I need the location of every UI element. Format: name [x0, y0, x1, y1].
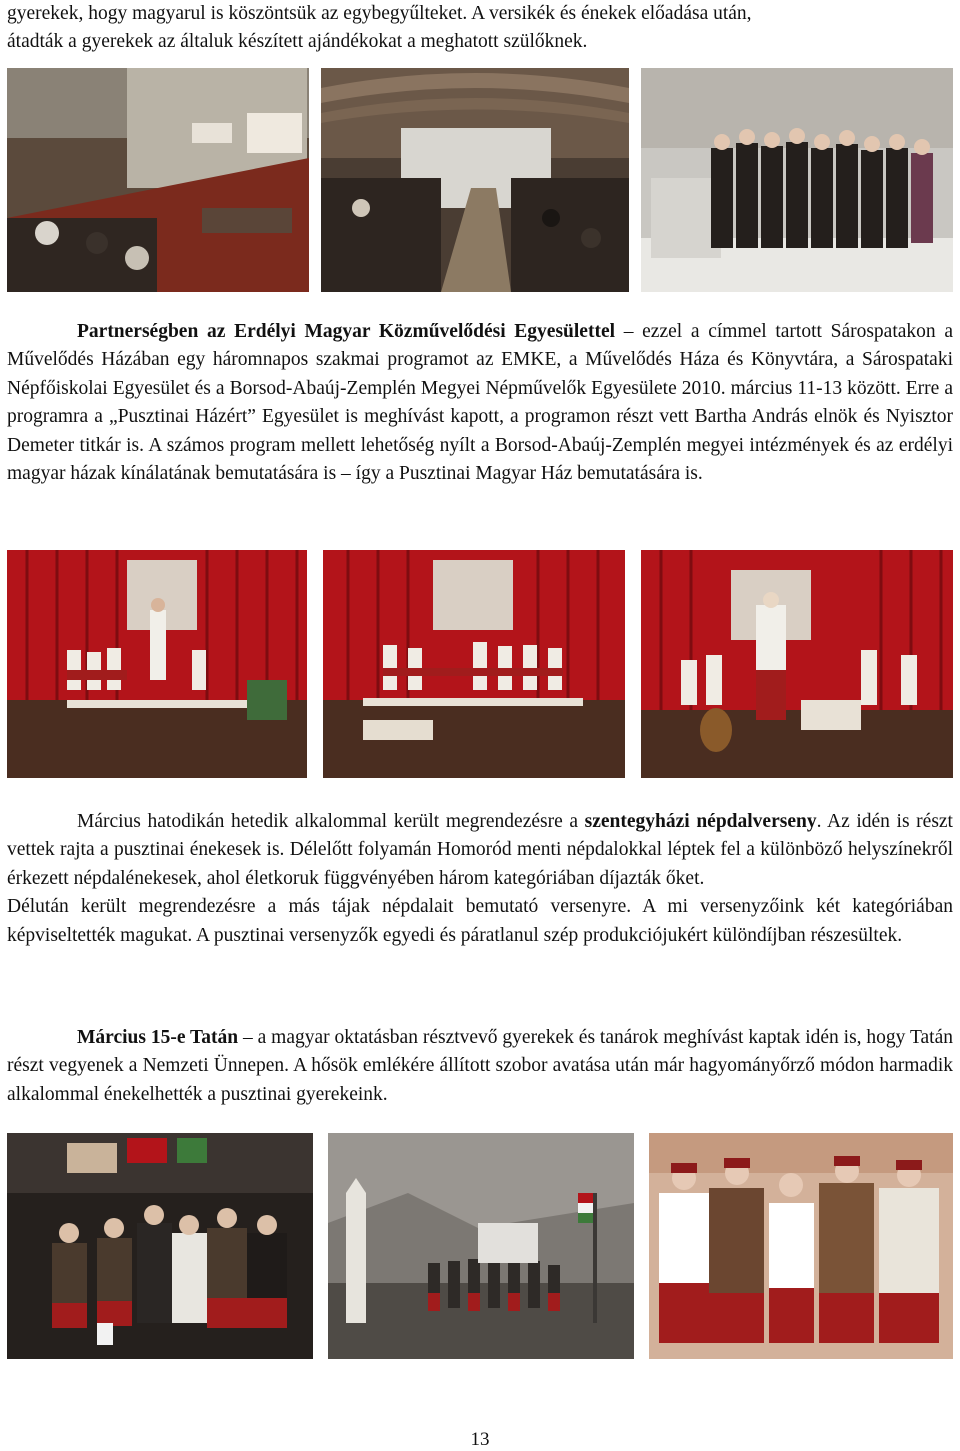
folk-song-paragraph [7, 808, 953, 950]
folk-song-text [7, 808, 953, 893]
partnership-paragraph [7, 318, 953, 488]
tata-title: Március 15-e Tatán [77, 1027, 239, 1048]
page-number: 13 [470, 1429, 490, 1450]
stage-performance-photo-1 [7, 550, 307, 778]
monument-ceremony-photo [328, 1133, 634, 1359]
traditional-costume-photo [649, 1133, 953, 1359]
partnership-title: Partnerségben az Erdélyi Magyar Közművelődési Egyesülettel [77, 321, 616, 342]
photo-row-1 [7, 68, 953, 292]
tata-body: – a magyar oktatásban résztvevő gyerekek és tanárok meghívást kaptak idén is, hogy Tatán részt vegyenek a Nemzeti Ünnepen. A hősök emlékére állított szobor avatása után már hagyományőrző módon harmadik alkalommal énekelhették a pusztinai gyerekeink. [7, 1027, 953, 1105]
group-outdoor-photo [641, 68, 953, 292]
folk-song-intro: Március hatodikán hetedik alkalommal került megrendezésre a [77, 811, 585, 832]
top-paragraph-line-1: gyerekek, hogy magyarul is köszöntsük az egybegyűlteket. A versikék és énekek előadása után, [7, 3, 752, 24]
photo-row-3 [7, 1133, 953, 1359]
top-paragraph-line-2: átadták a gyerekek az általuk készített ajándékokat a meghatott szülőknek. [7, 31, 588, 53]
folk-song-contest-name: szentegyházi népdalverseny [584, 811, 817, 832]
stage-performance-photo-3 [641, 550, 953, 778]
tata-paragraph [7, 1024, 953, 1109]
partnership-text [7, 318, 953, 488]
folk-song-rest: . Az idén is részt vettek rajta a pusztinai énekesek is. Délelőtt folyamán Homoród menti népdalokkal léptek fel a különböző helyszínekről érkezett népdalénekesek, ahol életkoruk függvényében három kategóriában díjazták őket. [7, 811, 953, 889]
tata-text [7, 1024, 953, 1109]
audience-hall-photo [321, 68, 629, 292]
stage-performance-photo-2 [323, 550, 625, 778]
photo-row-2 [7, 550, 953, 778]
conference-hall-photo [7, 68, 309, 292]
top-paragraph [7, 0, 953, 57]
folk-song-afternoon: Délután került megrendezésre a más tájak népdalait bemutató versenyre. A mi versenyzőink két kategóriában képviseltették magukat. A pusztinai versenyzők egyedi és páratlanul szép produkciójukért különdíjban részesültek. [7, 896, 953, 946]
partnership-body: – ezzel a címmel tartott Sárospatakon a Művelődés Házában egy háromnapos szakmai programot az EMKE, a Művelődés Háza és Könyvtára, a Sárospataki Népfőiskolai Egyesület és a Borsod-Abaúj-Zemplén Megyei Népművelők Egyesülete 2010. március 11-13 között. Erre a programra a „Pusztinai Házért” Egyesület is meghívást kapott, a programon részt vett Bartha András elnök és Nyisztor Demeter titkár is. A számos program mellett lehetőség nyílt a Borsod-Abaúj-Zemplén megyei intézmények és az erdélyi magyar házak kínálatának bemutatására is – így a Pusztinai Magyar Ház bemutatására is. [7, 321, 953, 485]
children-group-photo [7, 1133, 313, 1359]
